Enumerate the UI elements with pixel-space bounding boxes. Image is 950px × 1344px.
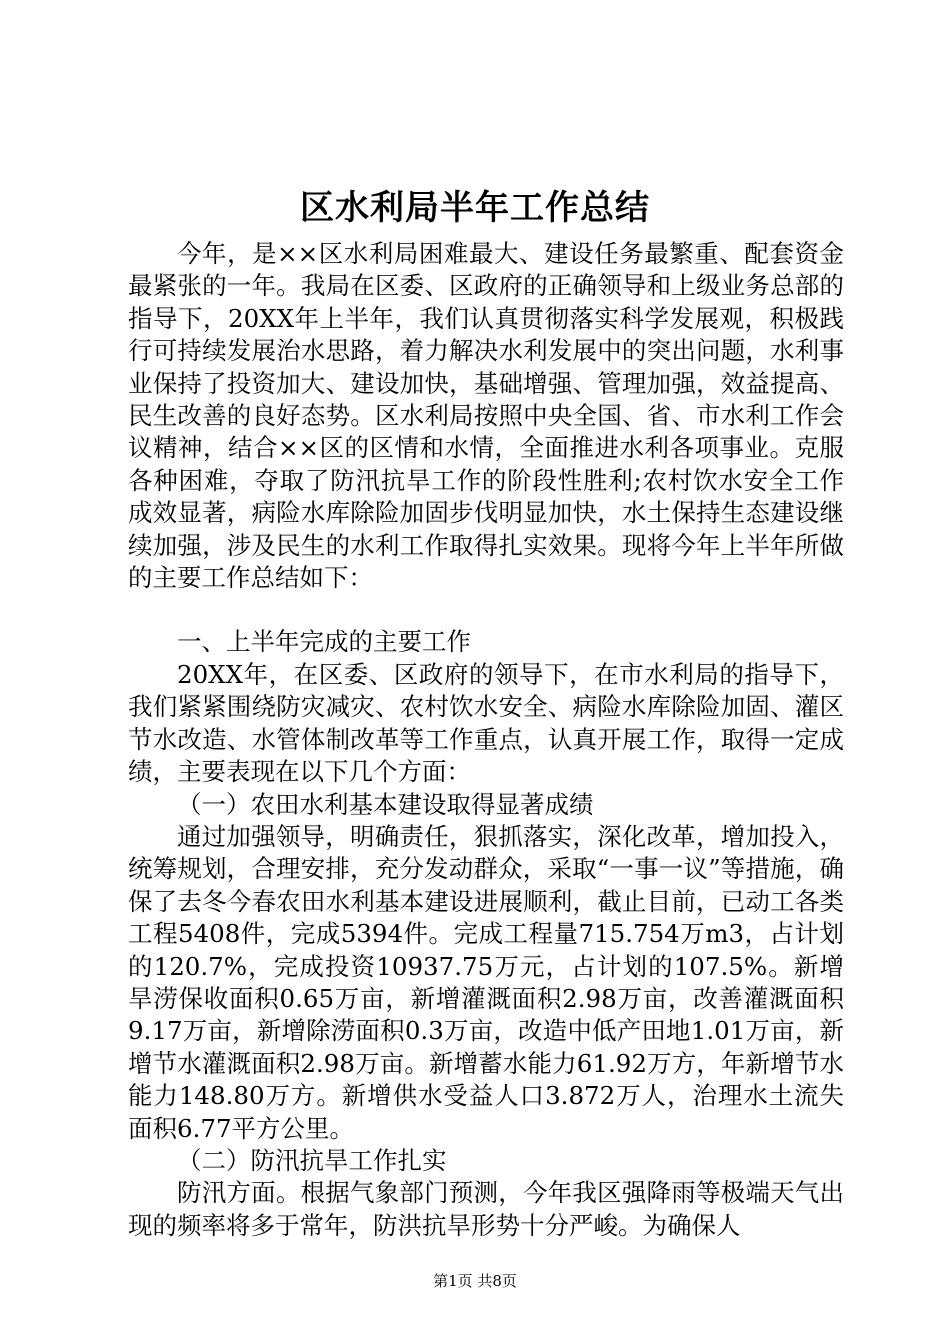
document-body bbox=[128, 238, 844, 1242]
page-footer: 第1页 共8页 bbox=[433, 1272, 517, 1290]
document-title: 区水利局半年工作总结 bbox=[300, 188, 650, 228]
subsection-1-paragraph: 通过加强领导，明确责任，狠抓落实，深化改革，增加投入，统筹规划，合理安排，充分发动群众，采取“一事一议”等措施，确保了去冬今春农田水利基本建设进展顺利，截止目前，已动工各类工程5408件，完成5394件。完成工程量715.754万m3，占计划的120.7%，完成投资10937.75万元，占计划的107.5%。新增旱涝保收面积0.65万亩，新增灌溉面积2.98万亩，改善灌溉面积9.17万亩，新增除涝面积0.3万亩，改造中低产田地1.01万亩，新增节水灌溉面积2.98万亩。新增蓄水能力61.92万方，年新增节水能力148.80万方。新增供水受益人口3.872万人，治理水土流失面积6.77平方公里。 bbox=[128, 821, 844, 1143]
subsection-heading-1: （一）农田水利基本建设取得显著成绩 bbox=[177, 789, 594, 819]
intro-paragraph: 今年，是××区水利局困难最大、建设任务最繁重、配套资金最紧张的一年。我局在区委、区政府的正确领导和上级业务总部的指导下，20XX年上半年，我们认真贯彻落实科学发展观，积极践行可持续发展治水思路，着力解决水利发展中的突出问题，水利事业保持了投资加大、建设加快，基础增强、管理加强，效益提高、民生改善的良好态势。区水利局按照中央全国、省、市水利工作会议精神，结合××区的区情和水情，全面推进水利各项事业。克服各种困难，夺取了防汛抗旱工作的阶段性胜利;农村饮水安全工作成效显著，病险水库除险加固步伐明显加快，水土保持生态建设继续加强，涉及民生的水利工作取得扎实效果。现将今年上半年所做的主要工作总结如下： bbox=[128, 239, 844, 593]
subsection-heading-2: （二）防汛抗旱工作扎实 bbox=[177, 1145, 447, 1175]
section-heading-1: 一、上半年完成的主要工作 bbox=[177, 627, 471, 657]
section-1-paragraph: 20XX年，在区委、区政府的领导下，在市水利局的指导下，我们紧紧围绕防灾减灾、农村饮水安全、病险水库除险加固、灌区节水改造、水管体制改革等工作重点，认真开展工作，取得一定成绩，主要表现在以下几个方面： bbox=[128, 659, 844, 787]
subsection-2-paragraph: 防汛方面。根据气象部门预测，今年我区强降雨等极端天气出现的频率将多于常年，防洪抗旱形势十分严峻。为确保人 bbox=[128, 1178, 844, 1240]
